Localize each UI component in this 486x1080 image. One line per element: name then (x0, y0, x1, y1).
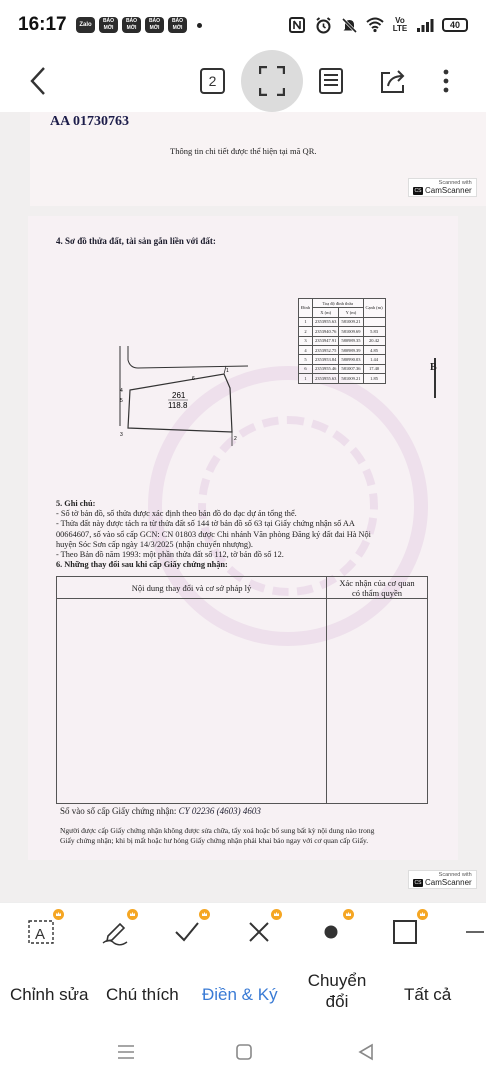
more-vertical-icon (443, 69, 449, 93)
menu-lines-icon (117, 1044, 135, 1060)
cross-tool-button[interactable] (242, 915, 276, 949)
text-box-icon (27, 919, 55, 945)
tab-edit[interactable]: Chỉnh sửa (10, 985, 89, 1004)
table-row: 3 2353947.91 580989.35 20.42 (299, 336, 386, 345)
table-row: 5 2353953.84 580990.03 1.44 (299, 355, 386, 364)
camscanner-watermark: Scanned with CS CamScanner (408, 870, 477, 889)
fill-sign-tools (0, 902, 486, 964)
baomoi-notification-icon: BÁO MỚI (168, 17, 187, 33)
text-box-tool-button[interactable] (24, 915, 58, 949)
note-line: - Số tờ bản đồ, số thửa được xác định theo bản đồ đo đạc dự án tổng thể. (56, 509, 297, 519)
document-viewer[interactable] (0, 112, 486, 902)
tab-annotate[interactable]: Chú thích (106, 985, 179, 1004)
more-notifications-dot-icon (197, 23, 202, 28)
back-triangle-icon (357, 1043, 375, 1061)
home-square-icon (235, 1043, 253, 1061)
note-line: - Thửa đất này được tách ra từ thửa đất số 144 tờ bản đồ số 63 tại Giấy chứng nhận số AA (56, 519, 355, 529)
parcel-number: 261 (172, 391, 186, 400)
alarm-icon (314, 16, 332, 34)
coordinates-table: Đỉnh Toạ độ đỉnh thửa Cạnh (m) X (m) Y (m) 1 2353955.63 581009.21 2 2353940.76 581009.69 5.83 3 2353947.91 580989.35 20.42 4 2353952.75 580989.39 4.85 5 2353953.84 580990.03 1.44 6 2353955.46 581007.36 17.40 1 2353955.63 581009.21 1.85 (298, 298, 386, 384)
vertex-label: 6 (192, 376, 195, 382)
parcel-sketch (108, 346, 268, 446)
vertex-label: 5 (120, 398, 123, 404)
signature-pen-icon (100, 918, 130, 946)
system-icons (288, 16, 468, 34)
note-line: 00664607, số vào sổ cấp GCN: CN 01803 được Chi nhánh Văn phòng Đăng ký đất đai Hà Nội (56, 529, 371, 539)
top-toolbar (0, 50, 486, 112)
vertex-label: 4 (120, 388, 123, 394)
premium-crown-icon (199, 909, 210, 920)
rectangle-icon (392, 919, 418, 945)
vertex-label: 1 (226, 368, 229, 374)
premium-crown-icon (53, 909, 64, 920)
page-count-button[interactable]: 2 (200, 68, 225, 94)
baomoi-notification-icon: BÁO MỚI (145, 17, 164, 33)
table-row: 1 2353955.63 581009.21 1.85 (299, 374, 386, 383)
table-row: 1 2353955.63 581009.21 (299, 317, 386, 326)
line-icon (462, 930, 484, 934)
section-4-title: 4. Sơ đồ thửa đất, tài sản gắn liền với đất: (56, 236, 216, 246)
confirmation-cell (327, 599, 428, 804)
reader-mode-button[interactable] (314, 64, 348, 98)
camscanner-logo-icon: CS (414, 187, 422, 194)
mode-tabs (0, 964, 486, 1022)
nfc-icon (288, 16, 306, 34)
document-text-icon (319, 68, 343, 94)
battery-icon: 40 (442, 18, 468, 32)
notification-icons (76, 17, 202, 33)
changes-col-header: Nội dung thay đổi và cơ sở pháp lý (57, 577, 327, 599)
vertex-label: 3 (120, 432, 123, 438)
premium-crown-icon (417, 909, 428, 920)
baomoi-notification-icon: BÁO MỚI (99, 17, 118, 33)
crop-frame-icon (259, 66, 285, 96)
share-button[interactable] (376, 64, 410, 98)
volte-indicator: Vo LTE (392, 16, 408, 33)
registration-line: Số vào sổ cấp Giấy chứng nhận: CY 02236 (4603) 4603 (60, 806, 261, 816)
section-6-title: 6. Những thay đổi sau khi cấp Giấy chứng nhận: (56, 560, 228, 570)
table-row: 4 2353952.75 580989.39 4.85 (299, 345, 386, 354)
qr-note: Thông tin chi tiết được thể hiện tại mã QR. (170, 146, 317, 156)
premium-crown-icon (271, 909, 282, 920)
line-tool-button[interactable] (460, 915, 486, 949)
notes-section: 5. Ghi chú: - Số tờ bản đồ, số thửa được xác định theo bản đồ đo đạc dự án tổng thể. - Thửa đất này được tách ra từ thửa đất số 144 tờ bản đồ số 63 tại Giấy chứng nhận số AA 00664607, số vào sổ cấp GCN: CN 01803 được Chi nhánh Văn phòng Đăng ký đất đai Hà Nội huyện Sóc Sơn cấp ngày 14/3/2025 (nhận chuyển nhượng). - Theo Bản đồ năm 1993: một phần thửa đất số 112, tờ bản đồ số 12. 6. Những thay đổi sau khi cấp Giấy chứng nhận: (56, 499, 436, 570)
tab-fill-sign[interactable]: Điền & Ký (202, 985, 278, 1004)
tab-all[interactable]: Tất cả (404, 985, 452, 1004)
crop-button[interactable] (241, 50, 303, 112)
zalo-notification-icon: Zalo (76, 17, 95, 33)
document-page-2 (28, 216, 458, 860)
note-line: huyện Sóc Sơn cấp ngày 14/3/2025 (nhận chuyển nhượng). (56, 539, 253, 549)
changes-cell (57, 599, 327, 804)
dot-icon (323, 924, 339, 940)
more-options-button[interactable] (436, 64, 456, 98)
wifi-icon (366, 16, 384, 34)
vertex-label: 2 (234, 436, 237, 442)
signature-tool-button[interactable] (98, 915, 132, 949)
tab-convert[interactable]: Chuyển đổi (307, 971, 367, 1011)
system-nav-bar (0, 1022, 486, 1080)
registration-number: CY 02236 (4603) 4603 (178, 806, 261, 816)
camscanner-watermark: Scanned with CS CamScanner (408, 178, 477, 197)
cross-icon (247, 920, 271, 944)
home-button[interactable] (232, 1040, 256, 1064)
recent-apps-button[interactable] (114, 1040, 138, 1064)
premium-crown-icon (343, 909, 354, 920)
back-button[interactable] (24, 64, 54, 98)
system-back-button[interactable] (354, 1040, 378, 1064)
north-label: B (430, 362, 437, 373)
confirmation-col-header: Xác nhận của cơ quan có thẩm quyền (327, 577, 428, 599)
camscanner-logo-icon: CS (414, 879, 422, 886)
parcel-area: 118.8 (168, 401, 188, 410)
note-line: - Theo Bản đồ năm 1993: một phần thửa đất số 112, tờ bản đồ số 12. (56, 550, 284, 560)
back-arrow-icon (24, 64, 54, 98)
signal-icon (416, 16, 434, 34)
changes-table (56, 576, 428, 804)
rectangle-tool-button[interactable] (388, 915, 422, 949)
check-tool-button[interactable] (170, 915, 204, 949)
legal-note: Người được cấp Giấy chứng nhận không được sửa chữa, tẩy xoá hoặc bổ sung bất kỳ nội dung nào trong Giấy chứng nhận; khi bị mất hoặc hư hỏng Giấy chứng nhận phải khai báo ngay với cơ quan cấp Giấy. (60, 826, 375, 845)
certificate-serial: AA 01730763 (50, 114, 129, 129)
table-row: 6 2353955.46 581007.36 17.40 (299, 364, 386, 373)
svg-text:A: A (35, 926, 46, 943)
table-row: 2 2353940.76 581009.69 5.83 (299, 327, 386, 336)
mute-icon (340, 16, 358, 34)
status-time: 16:17 (18, 14, 67, 35)
share-icon (379, 68, 407, 94)
dot-tool-button[interactable] (314, 915, 348, 949)
checkmark-icon (173, 920, 201, 944)
status-bar (0, 0, 486, 50)
baomoi-notification-icon: BÁO MỚI (122, 17, 141, 33)
premium-crown-icon (127, 909, 138, 920)
